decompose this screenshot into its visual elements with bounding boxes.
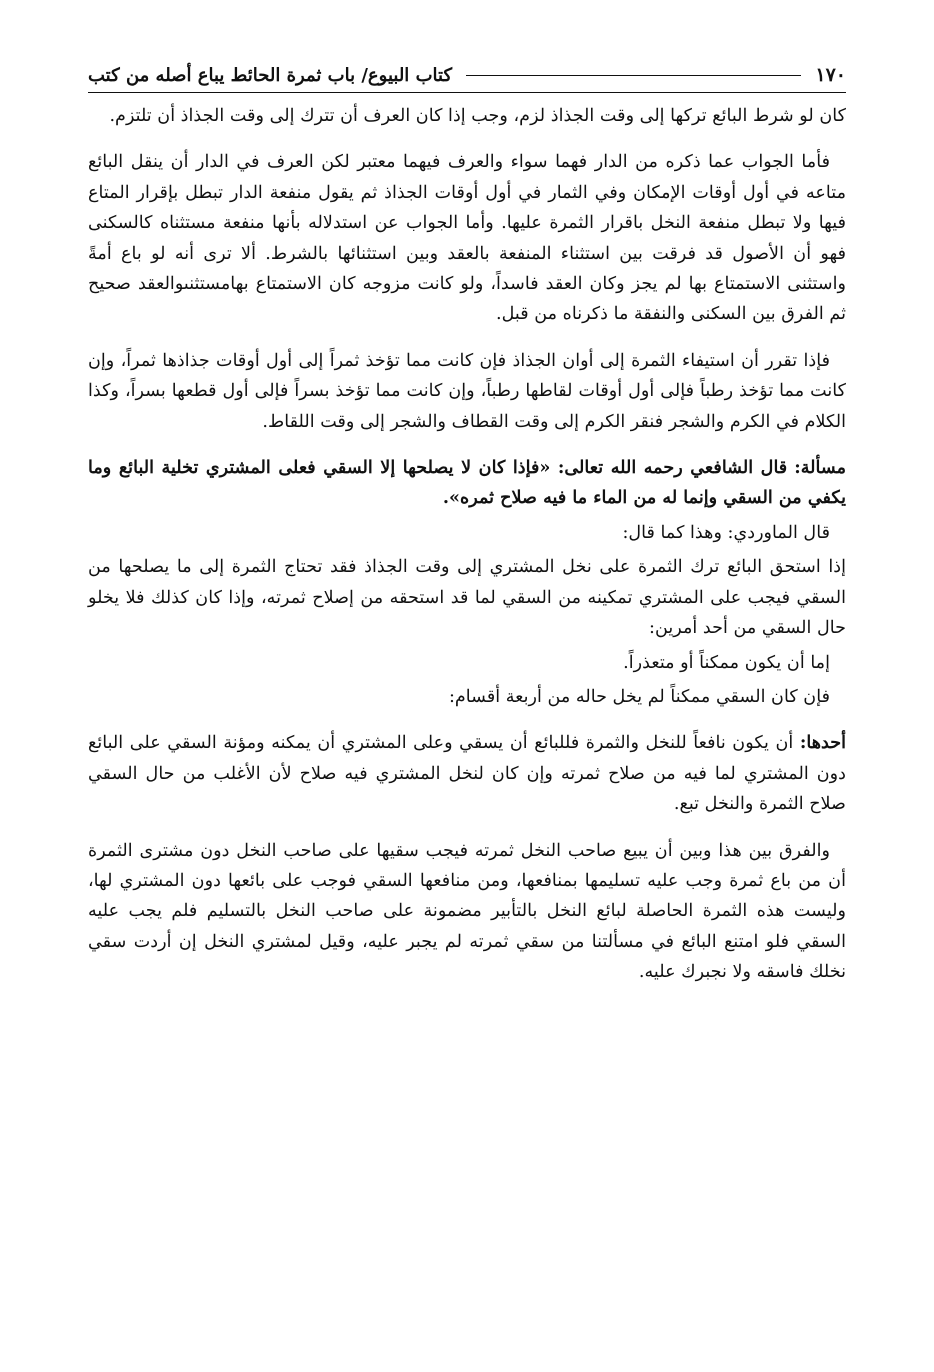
first-category-label: أحدها: (799, 732, 846, 754)
paragraph (88, 552, 846, 643)
paragraph-text: أن يكون نافعاً للنخل والثمرة فللبائع أن يسقي وعلى المشتري أن يمكنه ومؤنة السقي على البائع دون المشتري لما فيه من صلاح ثمرته وإن كان لنخل المشتري فيه صلاح لأن الأغلب من حال السقي صلاح الثمرة والنخل تبع. (88, 733, 846, 815)
issue-paragraph (88, 453, 846, 514)
paragraph-text: فأما الجواب عما ذكره من الدار فهما سواء والعرف فيهما معتبر لكن العرف في الدار أن ينقل البائع متاعه في أول أوقات الإمكان وفي الثمار في أول أوقات الجذاذ ثم يقول منفعة الدار تبطل بإقرار المتاع فيها ولا تبطل منفعة النخل باقرار الثمرة عليها. وأما الجواب عن استدلاله بأنها منفعة مستثناه كالسكنى فهو أن الأصول قد فرقت بين استثناء المنفعة بالعقد وبين استثنائها بالشرط. ألا ترى أنه لو باع أمةً واستثنى الاستمتاع بها لم يجز وكان العقد فاسداً، ولو كانت مزوجه كان الاستمتاع بهامستثنىوالعقد صحيح ثم الفرق بين السكنى والنفقة ما ذكرناه من قبل. (88, 152, 846, 325)
paragraph-text: إما أن يكون ممكناً أو متعذراً. (623, 652, 830, 673)
paragraph (88, 147, 846, 329)
running-header (88, 58, 846, 93)
paragraph-text: كان لو شرط البائع تركها إلى وقت الجذاذ لزم، وجب إذا كان العرف أن تترك إلى وقت الجذاذ أن تلتزم. (109, 106, 846, 126)
paragraph-text: فإذا تقرر أن استيفاء الثمرة إلى أوان الجذاذ فإن كانت مما تؤخذ ثمراً إلى أول أوقات جذاذها ثمراً، وإن كانت مما تؤخذ رطباً فإلى أول أوقات لقاطها رطباً، وإن كانت مما تؤخذ بسراً فإلى أول قطعها بسراً، وكذا الكلام في الكرم والشجر فنقر الكرم إلى وقت القطاف والشجر إلى وقت اللقاط. (88, 350, 846, 432)
paragraph (88, 346, 846, 437)
paragraph (88, 518, 846, 548)
page-number: ١٧٠ (815, 64, 846, 86)
paragraph (88, 101, 846, 131)
running-title: كتاب البيوع/ باب ثمرة الحائط يباع أصله من كتب (88, 64, 453, 86)
paragraph (88, 836, 846, 988)
paragraph-text: قال الماوردي: وهذا كما قال: (622, 522, 830, 543)
header-rule (466, 75, 801, 76)
body-text (88, 101, 846, 988)
book-page (88, 58, 846, 1348)
issue-label: مسألة: (794, 457, 847, 479)
first-category-paragraph (88, 728, 846, 819)
paragraph (88, 682, 846, 712)
paragraph-text: والفرق بين هذا وبين أن يبيع صاحب النخل ثمرته فيجب سقيها على صاحب النخل دون مشترى الثمرة أن من باع ثمرة وجب عليه تسليمها بمنافعها، ومن منافعها السقي فوجب على بائعها دون المشتري لها، وليست هذه الثمرة الحاصلة لبائع النخل بالتأبير مضمونة على صاحب النخل بالتسليم فلم يجب عليه السقي فلو امتنع البائع في مسألتنا من سقي ثمرته لم يجبر عليه، وقيل لمشتري النخل إن أردت سقي نخلك فاسقه ولا نجبرك عليه. (88, 840, 846, 983)
paragraph-text: فإن كان السقي ممكناً لم يخل حاله من أربعة أقسام: (448, 686, 830, 707)
paragraph-text: إذا استحق البائع ترك الثمرة على نخل المشتري إلى وقت الجذاذ فقد تحتاج الثمرة إلى ما يصلحها من السقي فيجب على المشتري تمكينه من السقي لما قد استحقه من إصلاح ثمرته، وإذا كان كذلك فلا يخلو حال السقي من أحد أمرين: (88, 557, 846, 639)
paragraph (88, 648, 846, 678)
shafii-quote: قال الشافعي رحمه الله تعالى: «فإذا كان لا يصلحها إلا السقي فعلى المشتري تخلية البائع وما يكفي من السقي وإنما له من الماء ما فيه صلاح ثمره». (88, 457, 846, 509)
